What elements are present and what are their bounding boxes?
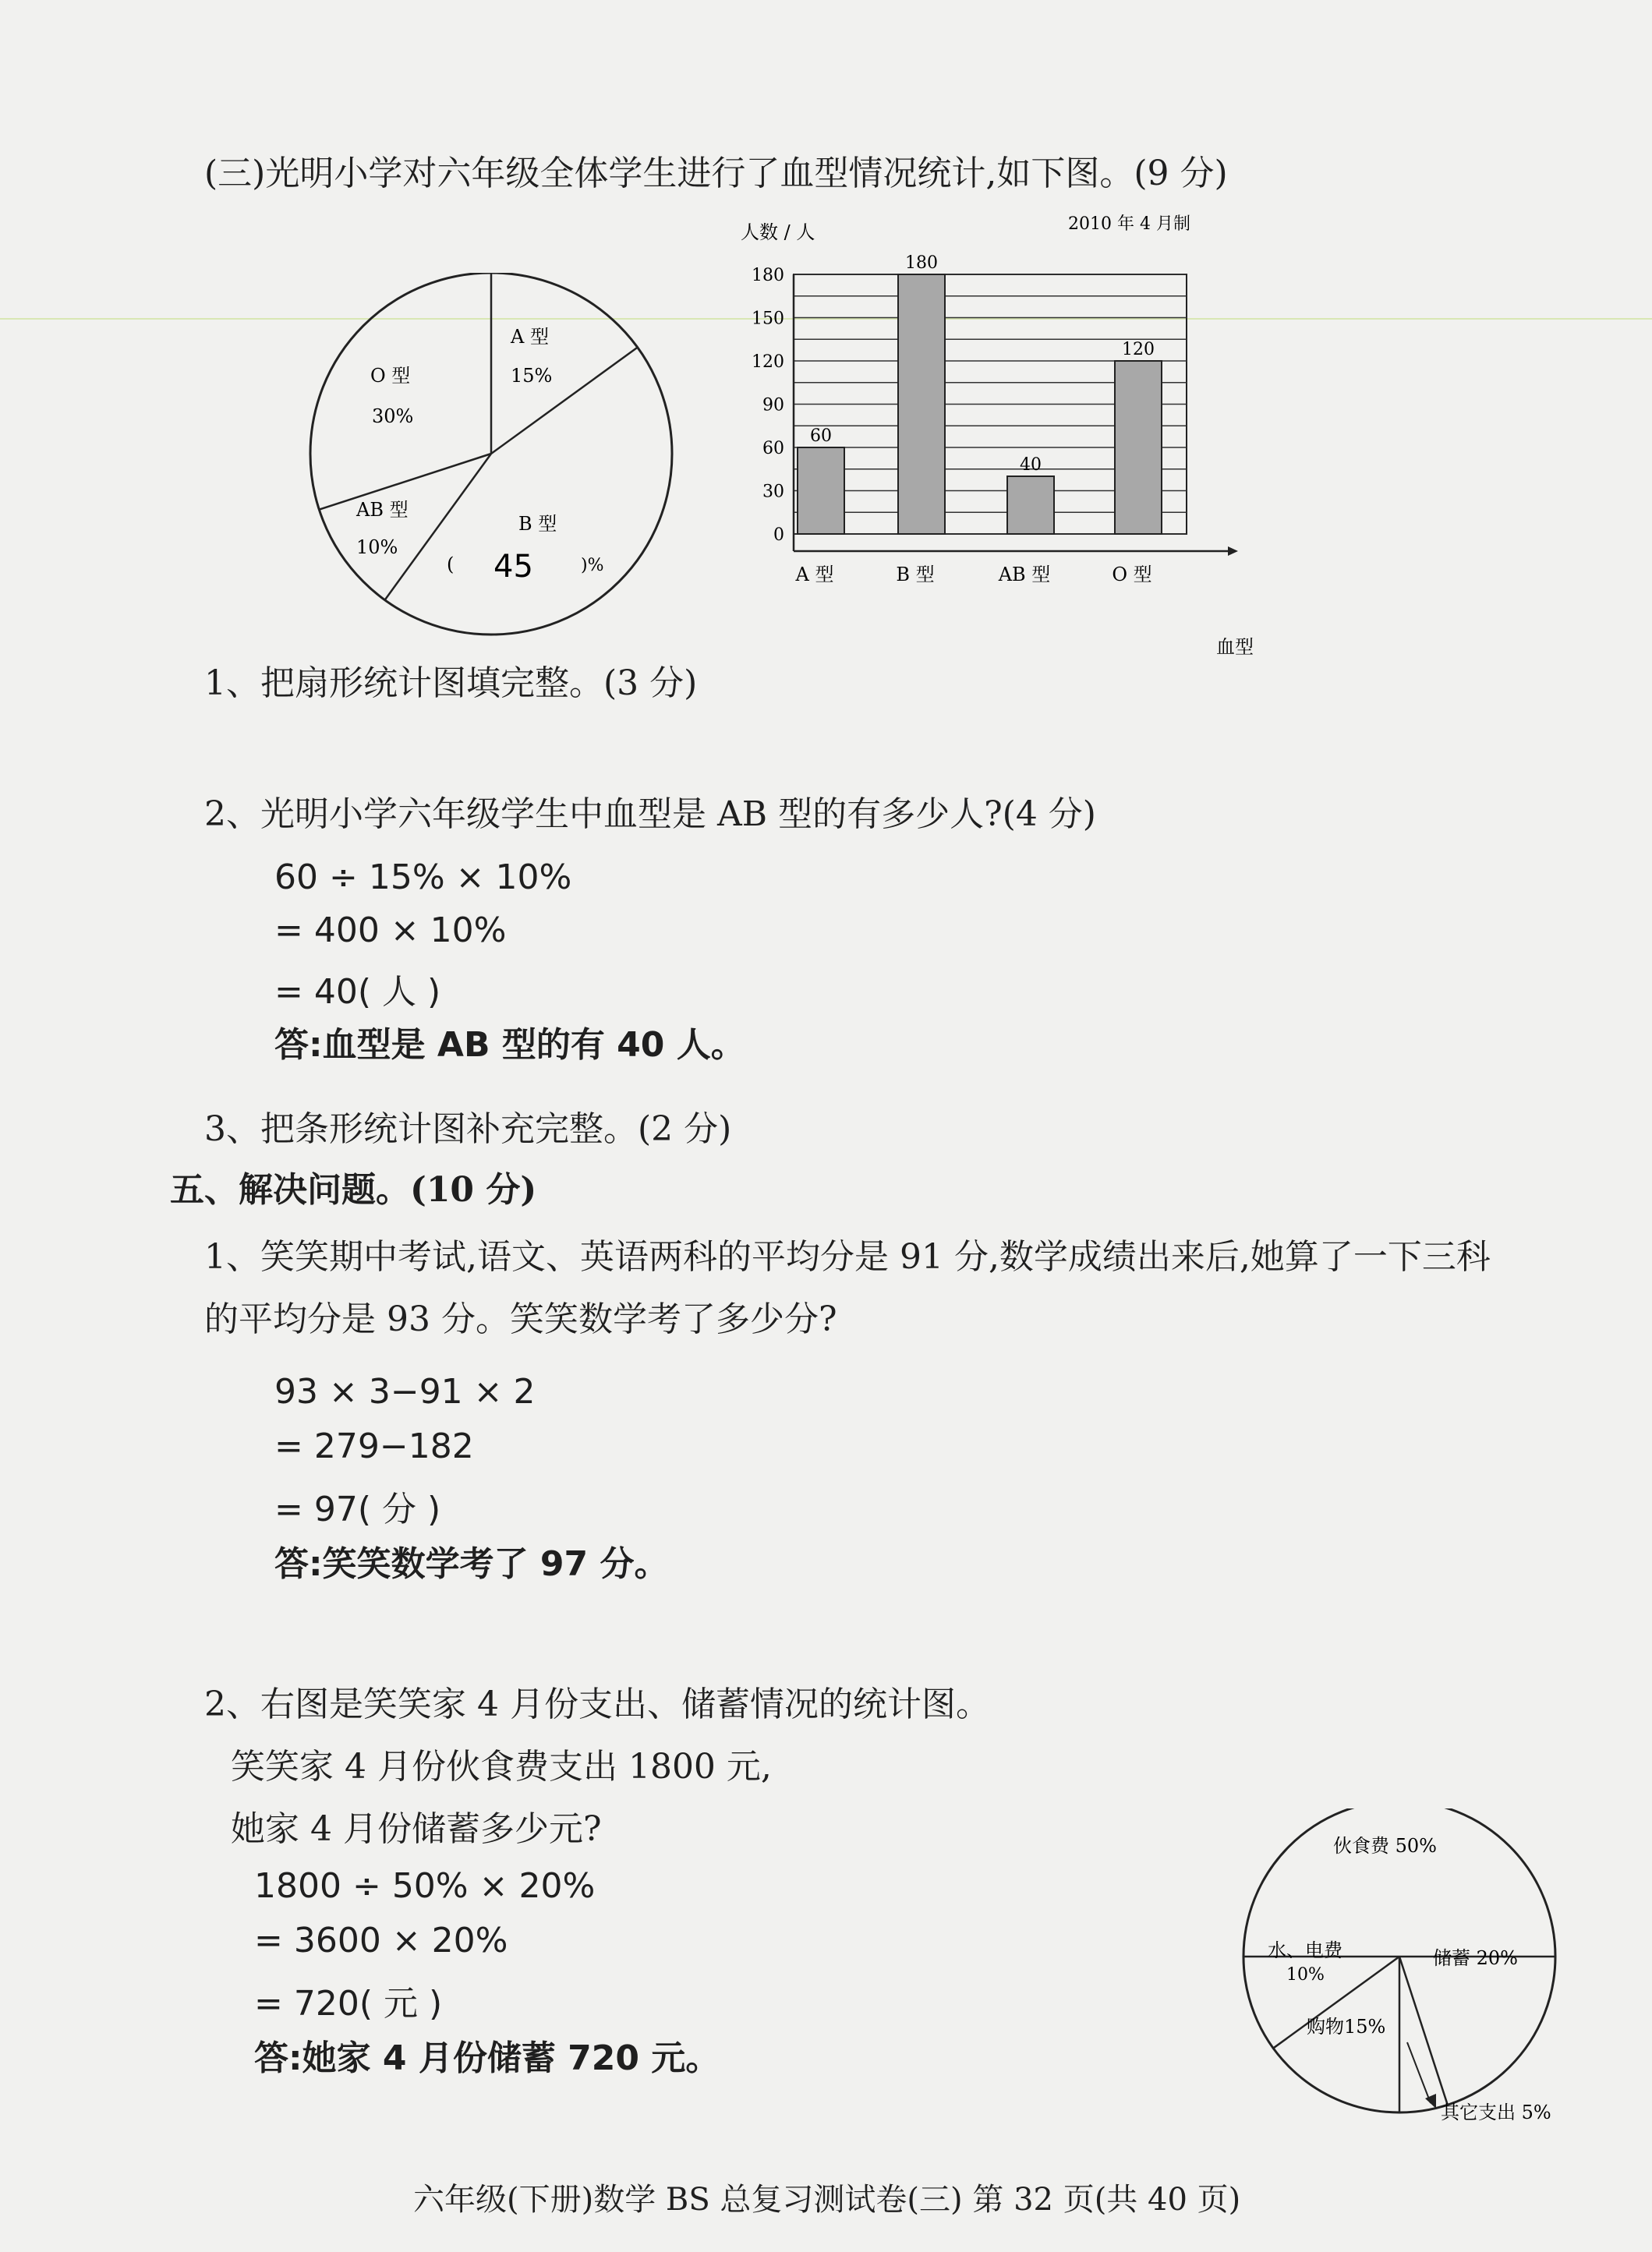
page-footer: 六年级(下册)数学 BS 总复习测试卷(三) 第 32 页(共 40 页) [413, 2182, 1241, 2218]
bar-ytick-label: 30 [762, 482, 784, 502]
section3-title: (三)光明小学对六年级全体学生进行了血型情况统计,如下图。(9 分) [204, 154, 1228, 193]
p1-calc-line-1: 93 × 3−91 × 2 [274, 1372, 536, 1412]
pie-slice-boundary-b [491, 348, 638, 454]
pie-label-a: A 型 [511, 326, 549, 348]
pie-label-b: B 型 [518, 513, 557, 535]
pie-label-o: O 型 [370, 365, 411, 387]
pie-value-b: 45 [493, 549, 533, 585]
blood-type-bar-chart [725, 203, 1279, 670]
bar-value-label-3: 120 [1122, 340, 1155, 359]
pie-slice-boundary-ab [385, 454, 491, 600]
bar-category-label-0: A 型 [795, 564, 834, 585]
bar-ytick-label: 120 [752, 352, 784, 372]
q1-text: 1、把扇形统计图填完整。(3 分) [204, 663, 698, 703]
p1-calc-line-3: = 97( 分 ) [274, 1490, 441, 1529]
pie-label-ab: AB 型 [356, 499, 409, 521]
bar-category-label-2: AB 型 [998, 564, 1051, 585]
q2-calc-line-1: 60 ÷ 15% × 10% [274, 857, 572, 897]
bar-value-label-0: 60 [810, 426, 832, 446]
bar-x-axis-arrow [1228, 546, 1238, 556]
p2-line-3: 她家 4 月份储蓄多少元? [231, 1809, 602, 1849]
blood-type-pie-chart [308, 273, 690, 655]
household-label-utilities: 水、电费 [1268, 1939, 1342, 1961]
pie-value-a: 15% [511, 365, 553, 387]
pie-value-ab: 10% [356, 536, 398, 558]
q3-text: 3、把条形统计图补充完整。(2 分) [204, 1109, 732, 1149]
pie-b-open-paren: ( [447, 553, 455, 575]
bar-xlabel: 血型 [1216, 636, 1254, 658]
household-label-other: 其它支出 5% [1441, 2102, 1551, 2123]
household-label-food: 伙食费 50% [1333, 1835, 1437, 1857]
p1-answer: 答:笑笑数学考了 97 分。 [274, 1544, 669, 1584]
bar-1 [898, 274, 945, 534]
pie-value-o: 30% [372, 405, 414, 427]
bar-3 [1115, 361, 1162, 534]
household-value-utilities: 10% [1286, 1965, 1325, 1985]
p1-line-1: 1、笑笑期中考试,语文、英语两科的平均分是 91 分,数学成绩出来后,她算了一下三科 [204, 1237, 1491, 1277]
bar-ytick-label: 0 [773, 525, 784, 545]
household-other-pointer [1407, 2042, 1431, 2103]
pie-b-close-paren: )% [581, 556, 604, 575]
bar-2 [1007, 476, 1054, 534]
p2-calc-line-3: = 720( 元 ) [254, 1984, 443, 2024]
bar-value-label-1: 180 [905, 253, 938, 273]
bar-ytick-label: 90 [762, 395, 784, 415]
bar-ytick-label: 180 [752, 266, 784, 285]
p2-calc-line-2: = 3600 × 20% [254, 1921, 508, 1960]
bar-0 [798, 447, 844, 534]
bar-ytick-label: 60 [762, 439, 784, 458]
p2-answer: 答:她家 4 月份储蓄 720 元。 [254, 2038, 720, 2078]
p2-calc-line-1: 1800 ÷ 50% × 20% [254, 1866, 596, 1906]
household-label-shopping: 购物15% [1307, 2016, 1386, 2038]
q2-calc-line-2: = 400 × 10% [274, 910, 507, 950]
q2-text: 2、光明小学六年级学生中血型是 AB 型的有多少人?(4 分) [204, 794, 1096, 834]
p2-line-1: 2、右图是笑笑家 4 月份支出、储蓄情况的统计图。 [204, 1685, 990, 1724]
section5-title: 五、解决问题。(10 分) [170, 1170, 537, 1210]
bar-value-label-2: 40 [1020, 455, 1042, 475]
bar-category-label-3: O 型 [1112, 564, 1152, 585]
bar-note: 2010 年 4 月制 [1068, 214, 1190, 234]
p1-calc-line-2: = 279−182 [274, 1427, 474, 1466]
household-other-pointer-arrow [1425, 2094, 1436, 2109]
bar-ylabel: 人数 / 人 [741, 221, 815, 243]
q2-answer: 答:血型是 AB 型的有 40 人。 [274, 1025, 745, 1065]
bar-ytick-label: 150 [752, 309, 784, 329]
bar-category-label-1: B 型 [896, 564, 935, 585]
p1-line-2: 的平均分是 93 分。笑笑数学考了多少分? [204, 1299, 837, 1339]
household-pie-chart [1232, 1808, 1575, 2136]
p2-line-2: 笑笑家 4 月份伙食费支出 1800 元, [231, 1747, 772, 1787]
q2-calc-line-3: = 40( 人 ) [274, 972, 441, 1012]
household-label-savings: 储蓄 20% [1433, 1947, 1518, 1969]
